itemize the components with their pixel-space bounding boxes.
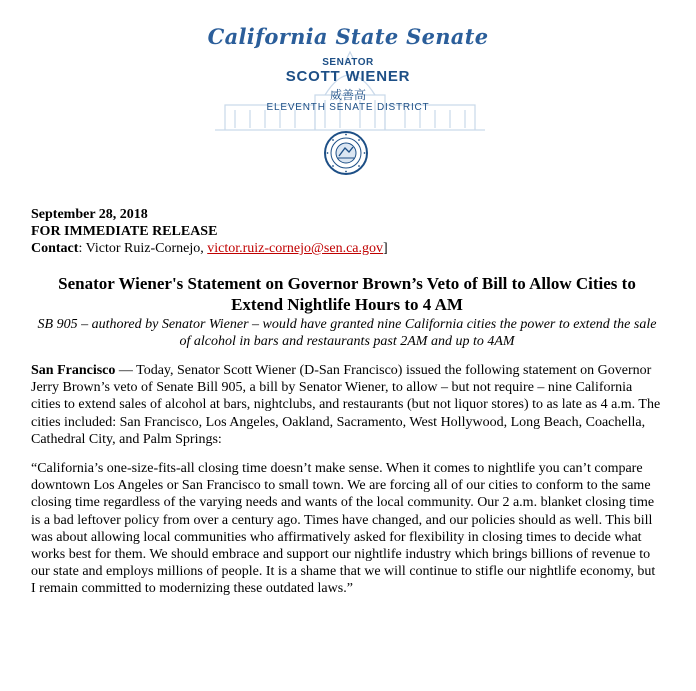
contact-name: : Victor Ruiz-Cornejo,	[78, 241, 208, 256]
letterhead	[0, 0, 696, 200]
headline-subtitle: SB 905 – authored by Senator Wiener – would have granted nine California cities the power to extend the sale of alcohol in bars and restaurants past 2AM and up to 4AM	[37, 317, 657, 349]
intro-paragraph	[31, 362, 663, 448]
contact-suffix: ]	[383, 241, 388, 256]
release-type: FOR IMMEDIATE RELEASE	[31, 224, 218, 239]
senator-name: SCOTT WIENER	[285, 68, 411, 85]
contact-line	[31, 240, 663, 257]
senate-district: ELEVENTH SENATE DISTRICT	[266, 102, 430, 113]
senator-label: SENATOR	[322, 57, 374, 68]
headline-title: Senator Wiener's Statement on Governor Brown’s Veto of Bill to Allow Cities to Extend Nightlife Hours to 4 AM	[58, 274, 636, 314]
contact-email-link[interactable]: victor.ruiz-cornejo@sen.ca.gov	[207, 241, 383, 256]
press-release-body	[31, 206, 663, 598]
california-senate-seal-icon	[323, 130, 369, 176]
release-date: September 28, 2018	[31, 207, 148, 222]
quote-paragraph: “California’s one-size-fits-all closing time doesn’t make sense. When it comes to nightlife you can’t compare downtown Los Angeles or San Francisco to small town. We are forcing all of our cities to conform to the same closing time regardless of the varying needs and wants of the local community. Our 2 a.m. blanket closing time is a bad leftover policy from over a century ago. Times have changed, and our policies should as well. This bill was about allowing local communities who affirmatively asked for flexibility in closing times to decide what works best for them. We should embrace and support our nightlife industry which brings billions of revenue to our state and employs millions of people. It is a shame that we will continue to stifle our nightlife economy, but I remain committed to modernizing these outdated laws.”	[31, 461, 656, 597]
intro-text: — Today, Senator Scott Wiener (D-San Francisco) issued the following statement on Governor Jerry Brown’s veto of Senate Bill 905, a bill by Senator Wiener, to allow – but not require – nine California cities to extend sales of alcohol at bars, nightclubs, and restaurants (but not liquor stores) to as late as 4 a.m. The cities included: San Francisco, Los Angeles, Oakland, Sacramento, West Hollywood, Long Beach, Coachella, Cathedral City, and Palm Springs:	[31, 363, 661, 447]
org-title: California State Senate	[207, 24, 489, 49]
senator-chinese-name: 威善高	[329, 88, 366, 102]
dateline: San Francisco	[31, 363, 116, 378]
contact-label: Contact	[31, 241, 79, 256]
